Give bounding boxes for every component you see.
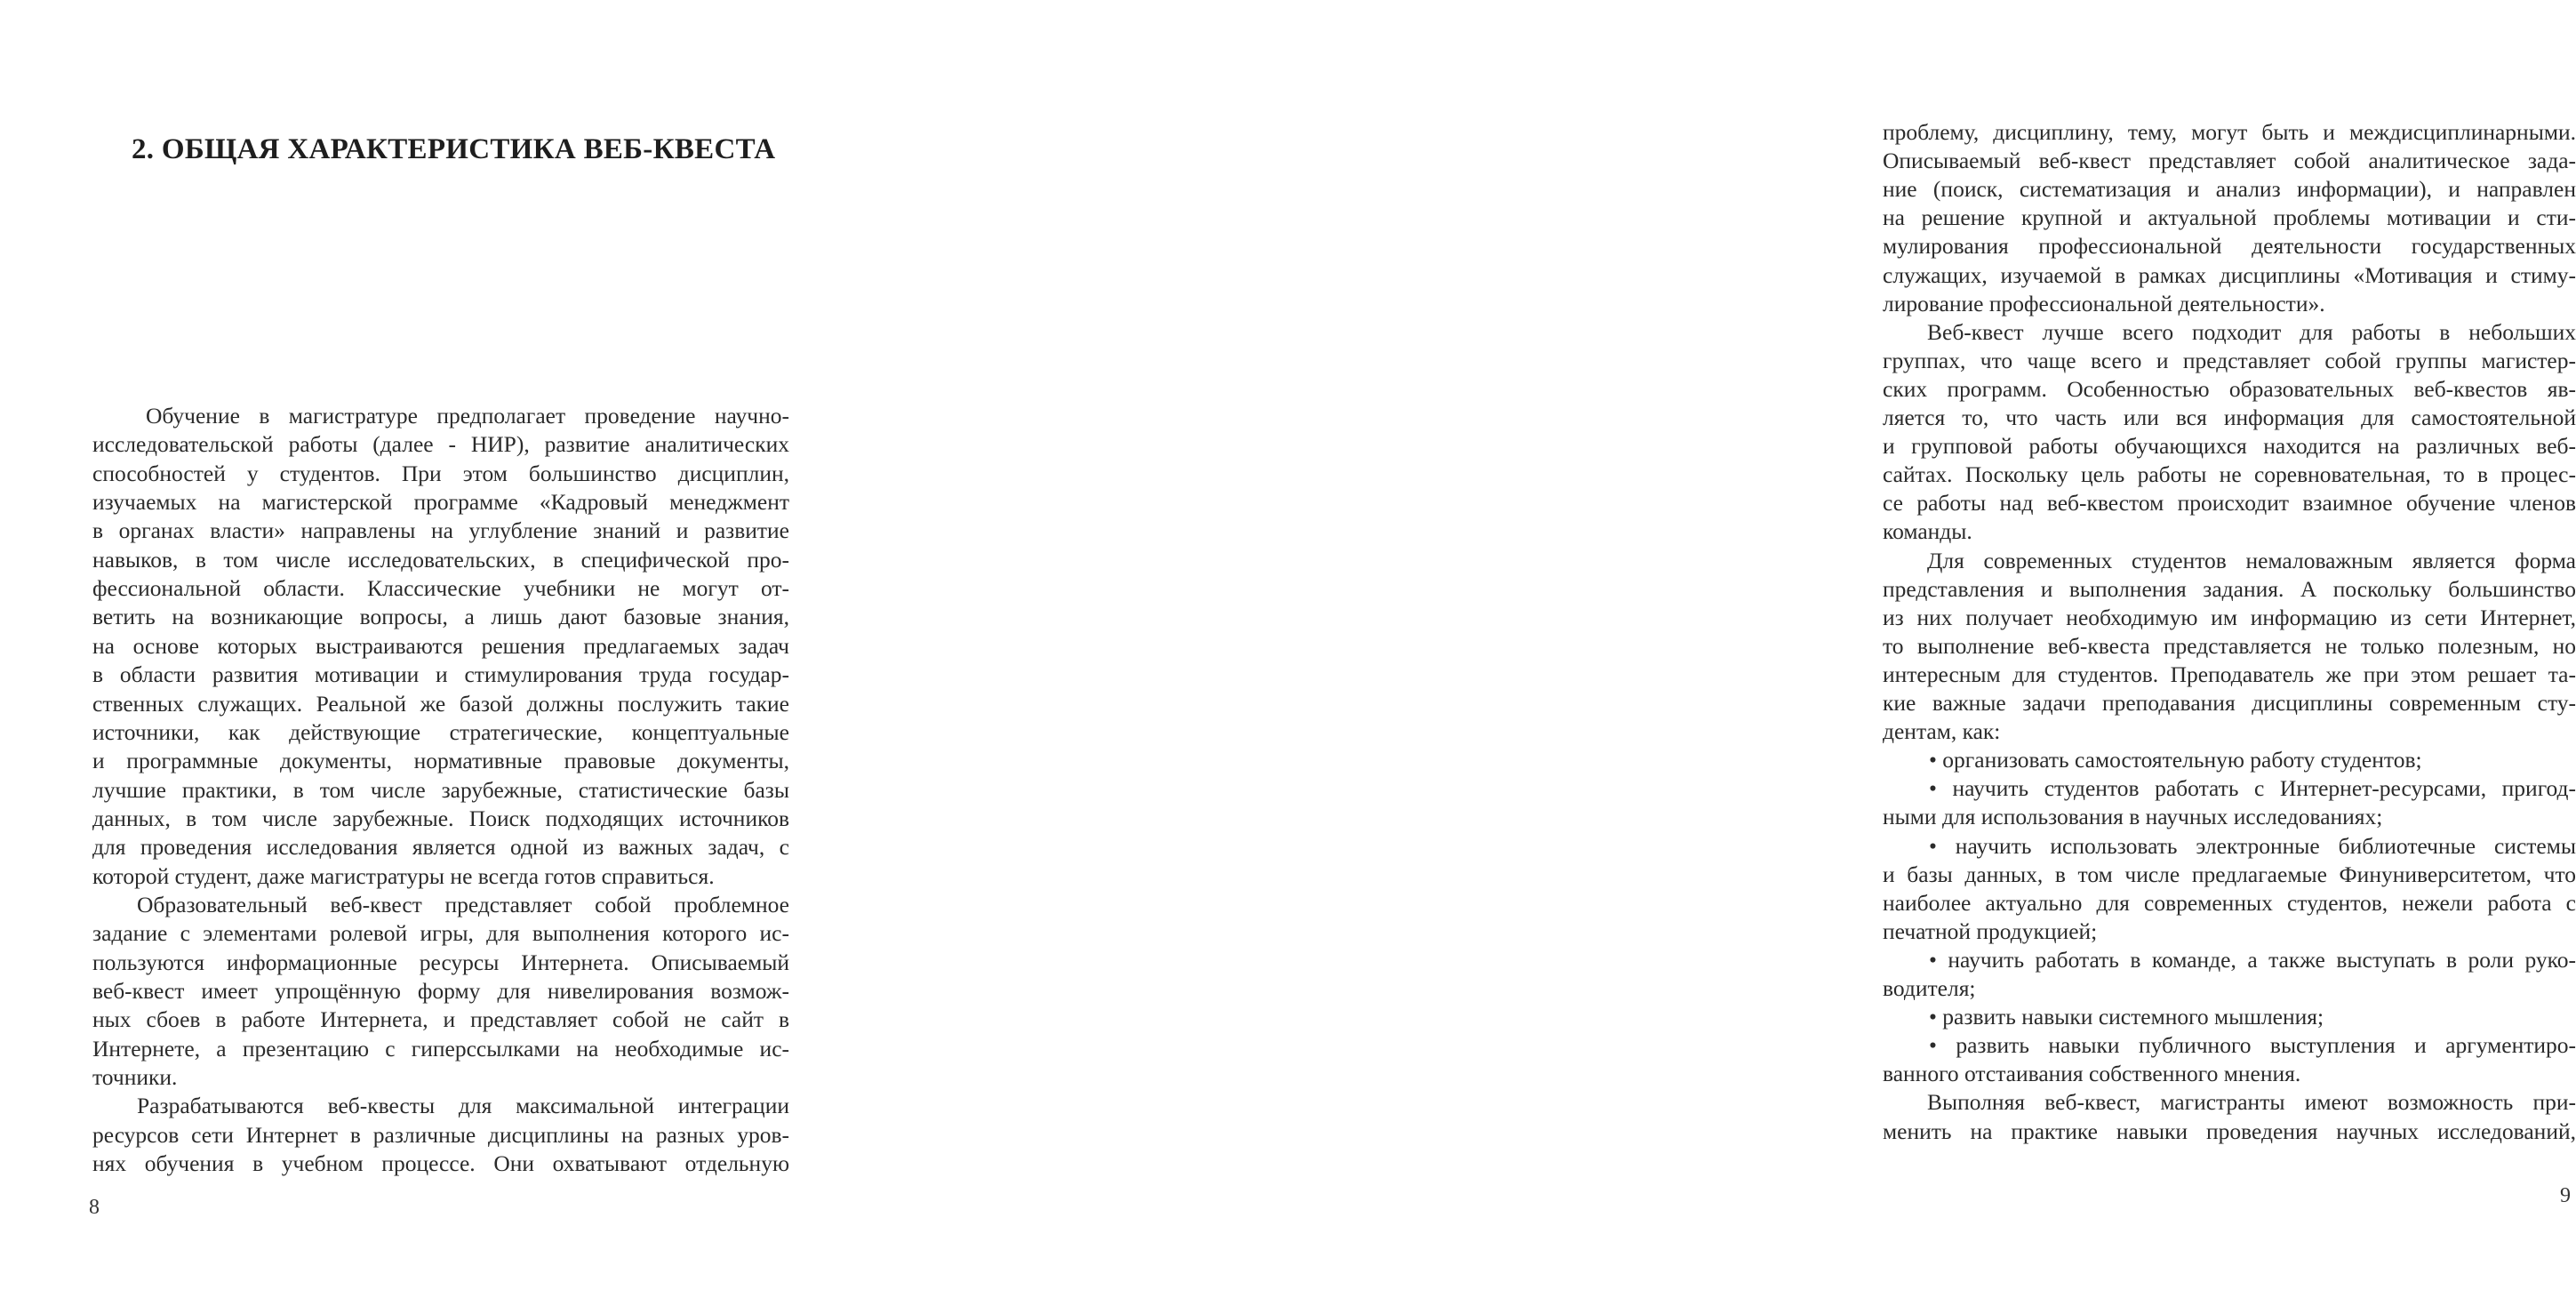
text-line: на основе которых выстраиваются решения предлагаемых задач bbox=[92, 632, 789, 659]
text-line: Интернете, а презентацию с гиперссылками на необходимые ис- bbox=[92, 1035, 789, 1062]
text-line: се работы над веб-квестом происходит взаимное обучение членов bbox=[1883, 490, 2576, 517]
text-line: дентам, как: bbox=[1883, 718, 2001, 745]
text-line: • научить работать в команде, а также выступать в роли руко- bbox=[1929, 946, 2576, 973]
text-line: для проведения исследования является одной из важных задач, с bbox=[92, 834, 789, 861]
text-line: проблему, дисциплину, тему, могут быть и междисциплинарными. bbox=[1883, 119, 2576, 145]
text-line: менить на практике навыки проведения научных исследований, bbox=[1883, 1118, 2576, 1144]
text-line: нях обучения в учебном процессе. Они охватывают отдельную bbox=[92, 1150, 789, 1177]
left-page bbox=[0, 0, 889, 1298]
text-line: навыков, в том числе исследовательских, в специфической про- bbox=[92, 546, 789, 573]
right-page bbox=[889, 0, 2576, 1298]
page-number-right: 9 bbox=[2560, 1184, 2571, 1207]
text-line: исследовательской работы (далее - НИР), развитие аналитических bbox=[92, 431, 789, 458]
text-line: • развить навыки системного мышления; bbox=[1929, 1004, 2324, 1030]
text-line: наиболее актуально для современных студентов, нежели работа с bbox=[1883, 889, 2576, 916]
text-line: представления и выполнения задания. А поскольку большинство bbox=[1883, 575, 2576, 602]
text-line: изучаемых на магистерской программе «Кадровый менеджмент bbox=[92, 489, 789, 516]
text-line: команды. bbox=[1883, 518, 1972, 545]
text-line: ляется то, что часть или вся информация для самостоятельной bbox=[1883, 405, 2576, 430]
text-line: данных, в том числе зарубежные. Поиск подходящих источников bbox=[92, 805, 789, 831]
text-line: Описываемый веб-квест представляет собой аналитическое зада- bbox=[1883, 148, 2576, 174]
text-line: в органах власти» направлены на углубление знаний и развитие bbox=[92, 517, 789, 544]
text-line: Обучение в магистратуре предполагает проведение научно- bbox=[146, 403, 789, 429]
text-line: которой студент, даже магистратуры не всегда готов справиться. bbox=[92, 862, 715, 889]
text-line: интересным для студентов. Преподаватель же при этом решает та- bbox=[1883, 661, 2576, 687]
text-line: веб-квест имеет упрощённую форму для нивелирования возмож- bbox=[92, 978, 789, 1004]
text-line: печатной продукцией; bbox=[1883, 917, 2098, 944]
text-line: служащих, изучаемой в рамках дисциплины «Мотивация и стиму- bbox=[1883, 261, 2576, 288]
text-line: на решение крупной и актуальной проблемы мотивации и сти- bbox=[1883, 204, 2576, 231]
text-line: источники, как действующие стратегические, концептуальные bbox=[92, 718, 789, 745]
text-line: • организовать самостоятельную работу студентов; bbox=[1929, 747, 2422, 773]
text-line: Для современных студентов немаловажным является форма bbox=[1927, 547, 2576, 573]
text-line: и программные документы, нормативные правовые документы, bbox=[92, 748, 789, 774]
text-line: из них получает необходимую им информацию из сети Интернет, bbox=[1883, 604, 2576, 630]
text-line: Веб-квест лучше всего подходит для работы в небольших bbox=[1927, 318, 2576, 345]
text-line: кие важные задачи преподавания дисциплины современным сту- bbox=[1883, 690, 2576, 716]
text-line: задание с элементами ролевой игры, для выполнения которого ис- bbox=[92, 920, 789, 947]
text-line: ных сбоев в работе Интернета, и представляет собой не сайт в bbox=[92, 1006, 789, 1033]
text-line: ственных служащих. Реальной же базой должны послужить такие bbox=[92, 690, 789, 717]
text-line: сайтах. Поскольку цель работы не соревновательная, то в процес- bbox=[1883, 461, 2576, 488]
text-line: фессиональной области. Классические учебники не могут от- bbox=[92, 575, 789, 602]
text-line: ских программ. Особенностью образовательных веб-квестов яв- bbox=[1883, 375, 2576, 402]
text-line: пользуются информационные ресурсы Интернета. Описываемый bbox=[92, 949, 789, 975]
text-line: водителя; bbox=[1883, 975, 1976, 1001]
text-line: Разрабатываются веб-квесты для максимальной интеграции bbox=[137, 1093, 789, 1119]
text-line: ванного отстаивания собственного мнения. bbox=[1883, 1061, 2301, 1087]
text-line: • научить студентов работать с Интернет-ресурсами, пригод- bbox=[1929, 775, 2576, 802]
text-line: и групповой работы обучающихся находится на различных веб- bbox=[1883, 433, 2576, 460]
text-line: мулирования профессиональной деятельности государственных bbox=[1883, 233, 2576, 260]
text-line: и базы данных, в том числе предлагаемые Финуниверситетом, что bbox=[1883, 861, 2576, 887]
text-line: • научить использовать электронные библиотечные системы bbox=[1929, 832, 2576, 859]
text-line: • развить навыки публичного выступления и аргументиро- bbox=[1929, 1032, 2576, 1059]
page-number-left: 8 bbox=[89, 1196, 100, 1219]
text-line: в области развития мотивации и стимулирования труда государ- bbox=[92, 661, 789, 688]
text-line: Образовательный веб-квест представляет собой проблемное bbox=[137, 891, 789, 917]
text-line: лучшие практики, в том числе зарубежные, статистические базы bbox=[92, 776, 789, 803]
text-line: лирование профессиональной деятельности». bbox=[1883, 290, 2325, 316]
text-line: ние (поиск, систематизация и анализ информации), и направлен bbox=[1883, 176, 2576, 203]
text-line: точники. bbox=[92, 1064, 178, 1091]
text-line: ветить на возникающие вопросы, а лишь дают базовые знания, bbox=[92, 604, 789, 630]
text-line: то выполнение веб-квеста представляется не только полезным, но bbox=[1883, 632, 2576, 659]
text-line: ресурсов сети Интернет в различные дисциплины на разных уров- bbox=[92, 1121, 789, 1148]
text-line: Выполняя веб-квест, магистранты имеют возможность при- bbox=[1927, 1089, 2576, 1116]
text-line: группах, что чаще всего и представляет собой группы магистер- bbox=[1883, 347, 2576, 373]
text-line: ными для использования в научных исследованиях; bbox=[1883, 804, 2383, 830]
text-line: способностей у студентов. При этом большинство дисциплин, bbox=[92, 460, 789, 486]
chapter-heading: 2. ОБЩАЯ ХАРАКТЕРИСТИКА ВЕБ-КВЕСТА bbox=[132, 133, 776, 165]
